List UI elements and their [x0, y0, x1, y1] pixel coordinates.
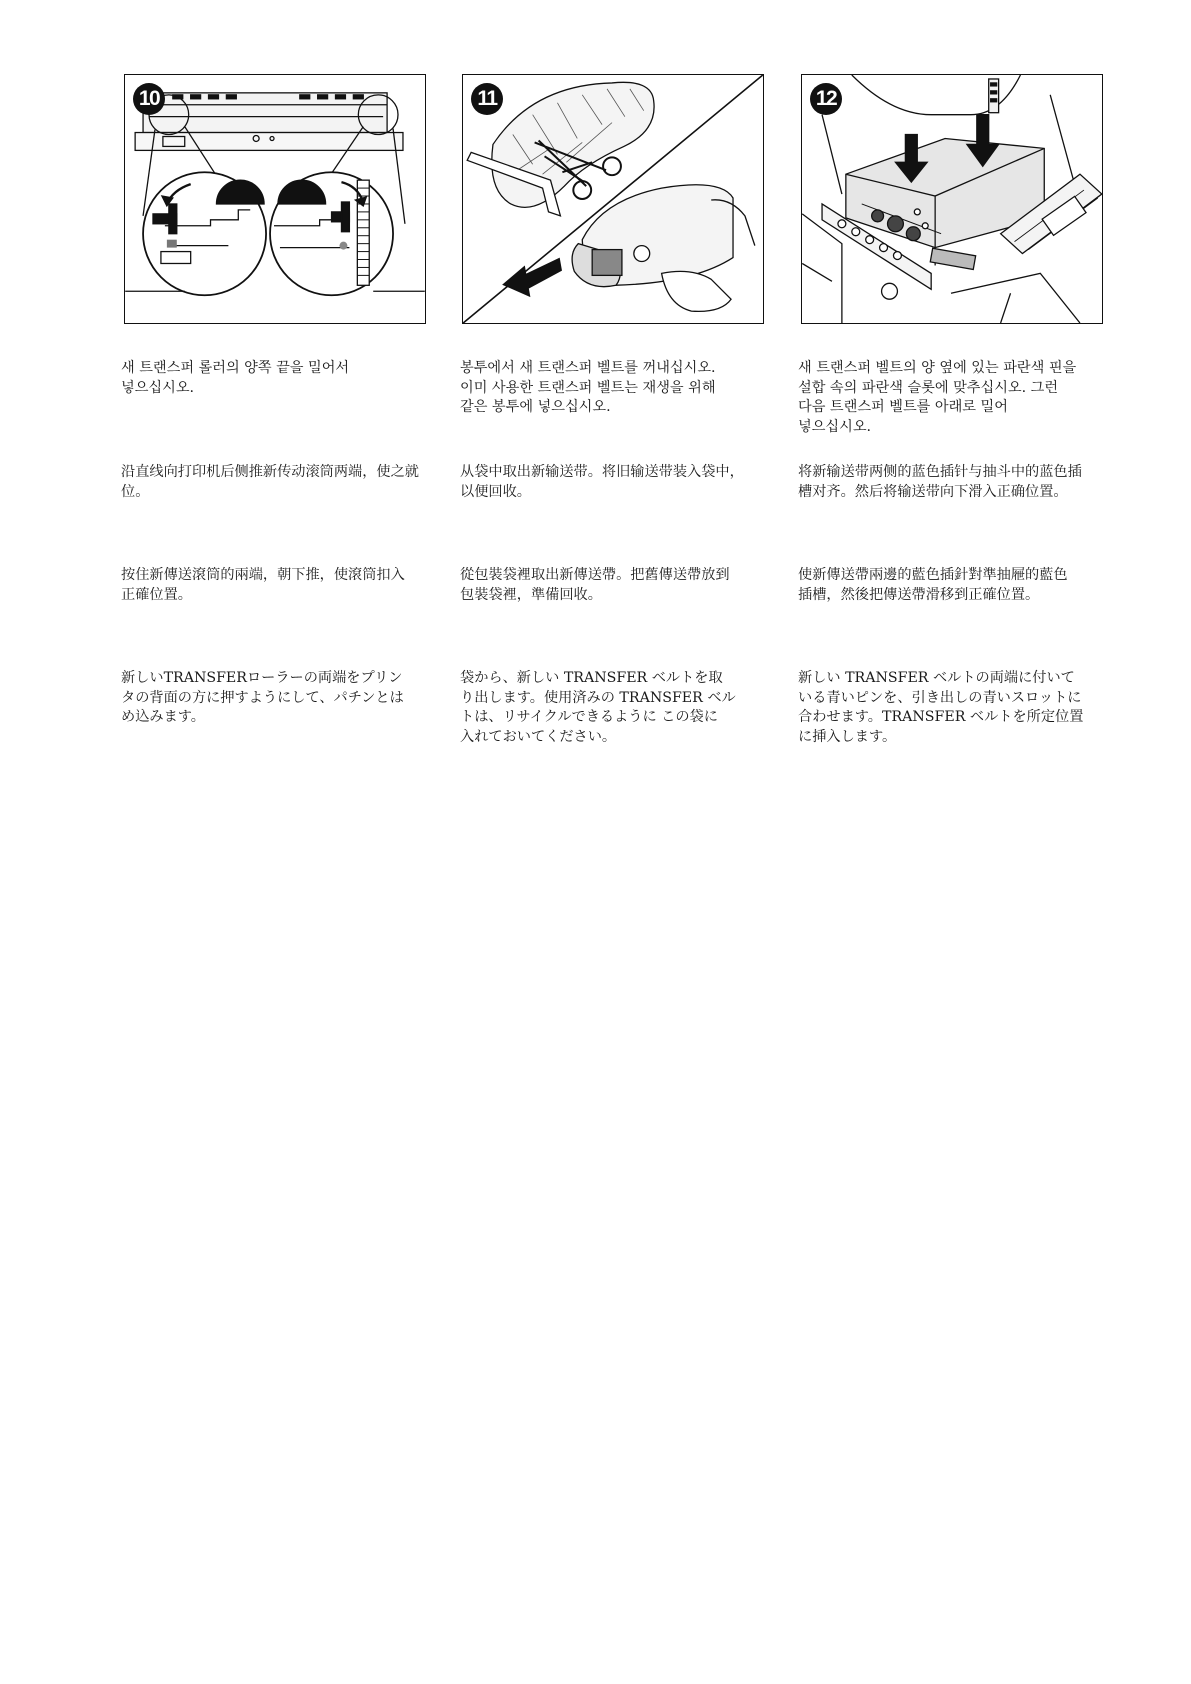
step-11-illustration	[462, 74, 764, 324]
step-11-japanese-text: 袋から、新しい TRANSFER ベルトを取 り出します。使用済みの TRANSFER ベル トは、リサイクルできるように この袋に 入れておいてください。	[460, 670, 736, 745]
step-number-badge: 10	[133, 83, 165, 115]
step-number-badge: 12	[810, 83, 842, 115]
step-10-illustration	[124, 74, 426, 324]
transfer-belt-insert-illustration	[802, 75, 1102, 323]
step-12-illustration	[801, 74, 1103, 324]
step-10-simplified-chinese-text: 沿直线向打印机后侧推新传动滚筒两端，使之就 位。	[121, 464, 419, 500]
transfer-roller-illustration	[125, 75, 425, 323]
step-12-simplified-chinese-text: 将新输送带两侧的蓝色插针与抽斗中的蓝色插 槽对齐。然后将输送带向下滑入正确位置。	[798, 464, 1082, 500]
step-number-badge: 11	[471, 83, 503, 115]
step-11-simplified-chinese-text: 从袋中取出新输送带。将旧输送带装入袋中， 以便回收。	[460, 464, 744, 500]
step-11-traditional-chinese-text: 從包裝袋裡取出新傳送帶。把舊傳送帶放到 包裝袋裡，準備回收。	[460, 567, 730, 603]
step-12-japanese-text: 新しい TRANSFER ベルトの両端に付いて いる青いピンを、引き出しの青いスロットに 合わせます。TRANSFER ベルトを所定位置 に挿入します。	[798, 670, 1084, 745]
step-12-korean-text: 새 트랜스퍼 벨트의 양 옆에 있는 파란색 핀을 설합 속의 파란색 슬롯에 맞추십시오. 그런 다음 트랜스퍼 벨트를 아래로 밀어 넣으십시오.	[798, 360, 1077, 435]
transfer-belt-bag-illustration	[463, 75, 763, 323]
step-12-traditional-chinese-text: 使新傳送帶兩邊的藍色插針對準抽屜的藍色 插槽，然後把傳送帶滑移到正確位置。	[798, 567, 1068, 603]
step-11-korean-text: 봉투에서 새 트랜스퍼 벨트를 꺼내십시오. 이미 사용한 트랜스퍼 벨트는 재생을 위해 같은 봉투에 넣으십시오.	[460, 360, 716, 415]
step-10-japanese-text: 新しいTRANSFERローラーの両端をプリン タの背面の方に押すようにして、パチンとは め込みます。	[121, 670, 404, 725]
step-10-traditional-chinese-text: 按住新傳送滾筒的兩端，朝下推，使滾筒扣入 正確位置。	[121, 567, 405, 603]
step-10-korean-text: 새 트랜스퍼 롤러의 양쪽 끝을 밀어서 넣으십시오.	[121, 360, 350, 396]
